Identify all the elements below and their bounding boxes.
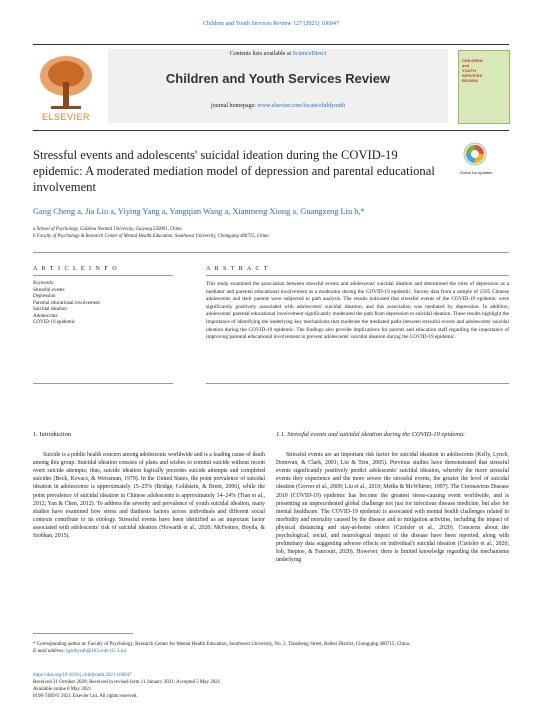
available-online: Available online 8 May 2021 (33, 687, 92, 692)
cover-title-line: and (462, 63, 470, 68)
keyword: Adolescents (33, 313, 58, 319)
cover-title (462, 58, 506, 83)
abstract-text: This study examined the association between stressful events and adolescents' suicidal ideation and determined the roles of depression as a mediator and parental educational involvement as a moderator during the COVID-19 epidemic. Survey data from a sample of 1595 Chinese adolescents and their parents were subjected to path analysis. The results indicated that stressful events of the COVID-19 epidemic were significantly positively associated with adolescents' suicidal ideation, and this association was mediated by depression. In addition, adolescents' parental educational involvement significantly moderated the path from depression to suicidal ideation. These results highlight the importance of identifying the underlying key mechanisms that moderate the mediated paths between stressful events and adolescents' suicidal ideation during the COVID-19 epidemic. The findings also provide implications for parents and education staff regarding the importance of improving parental educational involvement to prevent adolescents' suicidal ideation during the COVID-19 epidemic. (206, 281, 509, 341)
cover-title-line: SERVICES (462, 73, 483, 78)
contents-line (108, 51, 448, 57)
affiliation: a School of Psychology, Guizhou Normal University, Guiyang 550001, China (33, 227, 182, 232)
sciencedirect-link[interactable]: ScienceDirect (292, 51, 327, 57)
subsection-heading: 1.1. Stressful events and suicidal ideation during the COVID-19 epidemic (276, 431, 465, 438)
article-title: Stressful events and adolescents' suicidal ideation during the COVID-19 epidemic: A moderated mediation model of depression and parental educational involvement (33, 148, 435, 194)
keyword: Parental educational involvement (33, 300, 100, 306)
keyword: COVID-19 epidemic (33, 320, 76, 325)
divider (33, 383, 173, 384)
crossmark-label[interactable]: Check for updates (459, 170, 493, 175)
contents-prefix: Contents lists available at (229, 51, 293, 57)
cover-title-line: YOUTH (462, 68, 476, 73)
footnote (33, 641, 509, 655)
body-paragraph: Suicide is a public health concern among adolescents worldwide and is a leading cause of death among this group. Suicidal ideation consists of plans and wishes to commit suicide without recent overt suicide attempts; thus, suicide ideation logically precedes suicide attempts and completed suicides (Beck, Kovacs, & Weissman, 1979). In the United States, the point prevalence of suicidal ideation in adolescence is approximately 15–25% (Bridge, Goldstein, & Brent, 2006), while the point prevalence of suicidal ideation in Chinese adolescents is approximately 14–24% (Tian et al., 2012; Yan & Chen, 2012). To address the severity and prevalence of youth suicidal ideation, many studies have examined how stress and diathesis factors across individuals and different social contexts contribute to its etiology. Stressful events have been identified as an important factor associated with adolescents' risk of suicidal ideation (Howarth et al., 2020; McFeeters, Boyda, & Siobhan, 2015). (33, 452, 265, 540)
divider (33, 252, 509, 253)
publisher-logo-text: ELSEVIER (41, 112, 91, 122)
author-list[interactable]: Gang Cheng a, Jia Liu a, Yiying Yang a, Yangqian Wang a, Xianmeng Xiong a, Guangzeng Liu b,* (33, 207, 365, 216)
received-dates: Received 31 October 2020; Received in revised form 11 January 2021; Accepted 5 May 2021 (33, 680, 221, 685)
publication-details (33, 672, 509, 700)
doi-link[interactable]: https://doi.org/10.1016/j.childyouth.2021.106047 (33, 673, 132, 678)
elsevier-tree-logo (33, 52, 99, 114)
email-line (33, 648, 509, 655)
homepage-line (108, 103, 448, 109)
keywords-label: Keywords: (33, 281, 55, 286)
divider (33, 275, 173, 276)
cover-title-line: REVIEW (462, 78, 478, 83)
homepage-prefix: journal homepage: (211, 103, 258, 109)
copyright: 0190-7409/© 2021 Elsevier Ltd. All rights reserved. (33, 694, 138, 699)
right-column (276, 431, 509, 564)
section-heading: 1. Introduction (33, 431, 71, 438)
body-paragraph: Stressful events are an important risk factor for suicidal ideation in adolescents (Kelly, Lynch, Donovan, & Clark, 2001; Liu & Tein, 2005). Previous studies have demonstrated that stressful events significantly positively predict adolescents' suicidal ideation, whereby the more stressful events they experience and the more severe the stressful events, the greater the level of suicidal ideation (Grover et al., 2009; Liu et al., 2019; Metha & McWhirter, 1997). The Coronavirus Disease 2019 (COVID-19) epidemic has become the greatest stress-causing event worldwide, and is presenting an unprecedented global challenge not just for infectious disease medicine, but also for mental healthcare. The COVID-19 epidemic is associated with mental health challenges related to morbidity and mortality caused by the disease and to mitigation activities, including the impact of physical distancing and stay-at-home orders (Czeisler et al., 2020). Concerns about the psychological, social, and neurological impact of the disease have been reported, along with preliminary data suggesting adverse effects on individual's suicidal ideation (Czeisler et al., 2020; Iob, Steptoe, & Fancourt, 2020). However, there is limited knowledge regarding the mechanisms underlying (276, 452, 509, 564)
keyword: Suicidal ideation (33, 307, 67, 312)
abstract-heading: A B S T R A C T (206, 266, 270, 272)
email-link[interactable]: lgzohyeah@163.com (G. Liu). (66, 649, 128, 654)
left-column (33, 431, 265, 540)
crossmark-icon[interactable] (462, 142, 488, 170)
corresponding-author-note: * Corresponding author at: Faculty of Psychology, Research Center for Mental Health Education, Southwest University, No. 2, Tiansheng Street, Beibei District, Chongqing 400715, China. (33, 642, 411, 647)
divider (206, 383, 509, 384)
journal-homepage-link[interactable]: www.elsevier.com/locate/childyouth (257, 103, 345, 109)
keyword: Stressful events (33, 287, 65, 293)
affiliations (33, 226, 509, 240)
footnote-divider (33, 633, 133, 634)
affiliation: b Faculty of Psychology & Research Center of Mental Health Education, Southwest University, Chongqing 400715, China (33, 234, 269, 239)
email-label: E-mail address: (33, 649, 67, 654)
running-head[interactable]: Children and Youth Services Review 127 (2021) 106047 (203, 21, 339, 27)
keyword: Depression (33, 294, 56, 299)
journal-banner (108, 49, 448, 123)
article-info-heading: A R T I C L E I N F O (33, 266, 119, 272)
divider (206, 275, 509, 276)
keywords-block (33, 281, 173, 327)
cover-title-line: CHILDREN (462, 58, 483, 63)
journal-title: Children and Youth Services Review (165, 71, 391, 86)
